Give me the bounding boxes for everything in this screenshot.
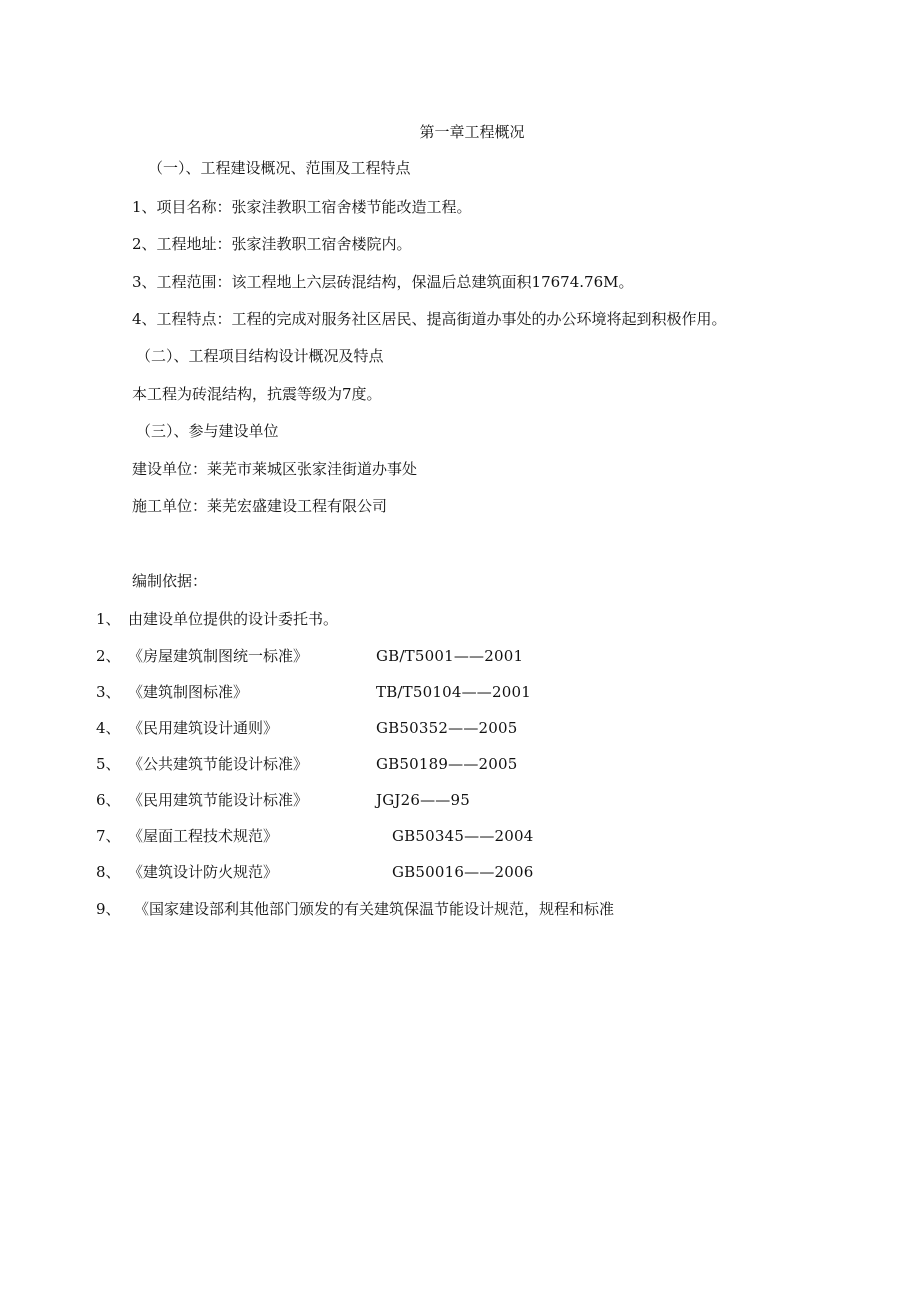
project-scope: 3、工程范围：该工程地上六层砖混结构，保温后总建筑面积17674.76M。 bbox=[132, 273, 634, 291]
reference-number: 3、 bbox=[96, 683, 121, 701]
reference-number: 6、 bbox=[96, 791, 121, 809]
reference-number: 2、 bbox=[96, 647, 121, 665]
reference-number: 4、 bbox=[96, 719, 121, 737]
section-1-heading: （一）、工程建设概况、范围及工程特点 bbox=[148, 159, 411, 177]
section-3-heading: （三）、参与建设单位 bbox=[136, 422, 279, 440]
reference-name: 《公共建筑节能设计标准》 bbox=[128, 755, 309, 773]
reference-number: 8、 bbox=[96, 863, 121, 881]
project-address: 2、工程地址：张家洼教职工宿舍楼院内。 bbox=[132, 235, 412, 253]
reference-name: 《民用建筑节能设计标准》 bbox=[128, 791, 309, 809]
project-features: 4、工程特点：工程的完成对服务社区居民、提高街道办事处的办公环境将起到积极作用。 bbox=[132, 310, 727, 328]
reference-name: 《民用建筑设计通则》 bbox=[128, 719, 279, 737]
reference-number: 1、 bbox=[96, 610, 121, 628]
reference-code: GB50016——2006 bbox=[392, 863, 534, 881]
reference-code: TB/T50104——2001 bbox=[376, 683, 531, 701]
reference-name: 《建筑制图标准》 bbox=[128, 683, 249, 701]
reference-name: 《屋面工程技术规范》 bbox=[128, 827, 279, 845]
structure-description: 本工程为砖混结构，抗震等级为7度。 bbox=[132, 385, 382, 403]
basis-heading: 编制依据： bbox=[132, 572, 208, 590]
reference-name: 由建设单位提供的设计委托书。 bbox=[128, 610, 339, 628]
reference-number: 7、 bbox=[96, 827, 121, 845]
reference-name: 《国家建设部利其他部门颁发的有关建筑保温节能设计规范，规程和标准 bbox=[134, 900, 615, 918]
chapter-title: 第一章工程概况 bbox=[419, 123, 525, 141]
reference-code: GB50345——2004 bbox=[392, 827, 534, 845]
reference-name: 《建筑设计防火规范》 bbox=[128, 863, 279, 881]
reference-number: 5、 bbox=[96, 755, 121, 773]
section-2-heading: （二）、工程项目结构设计概况及特点 bbox=[136, 347, 384, 365]
reference-name: 《房屋建筑制图统一标准》 bbox=[128, 647, 309, 665]
contractor-unit: 施工单位：莱芜宏盛建设工程有限公司 bbox=[132, 497, 388, 515]
builder-unit: 建设单位：莱芜市莱城区张家洼街道办事处 bbox=[132, 460, 418, 478]
reference-number: 9、 bbox=[96, 900, 121, 918]
reference-code: JGJ26——95 bbox=[376, 791, 470, 809]
reference-code: GB50189——2005 bbox=[376, 755, 518, 773]
reference-code: GB50352——2005 bbox=[376, 719, 518, 737]
reference-code: GB/T5001——2001 bbox=[376, 647, 524, 665]
project-name: 1、项目名称：张家洼教职工宿舍楼节能改造工程。 bbox=[132, 198, 472, 216]
